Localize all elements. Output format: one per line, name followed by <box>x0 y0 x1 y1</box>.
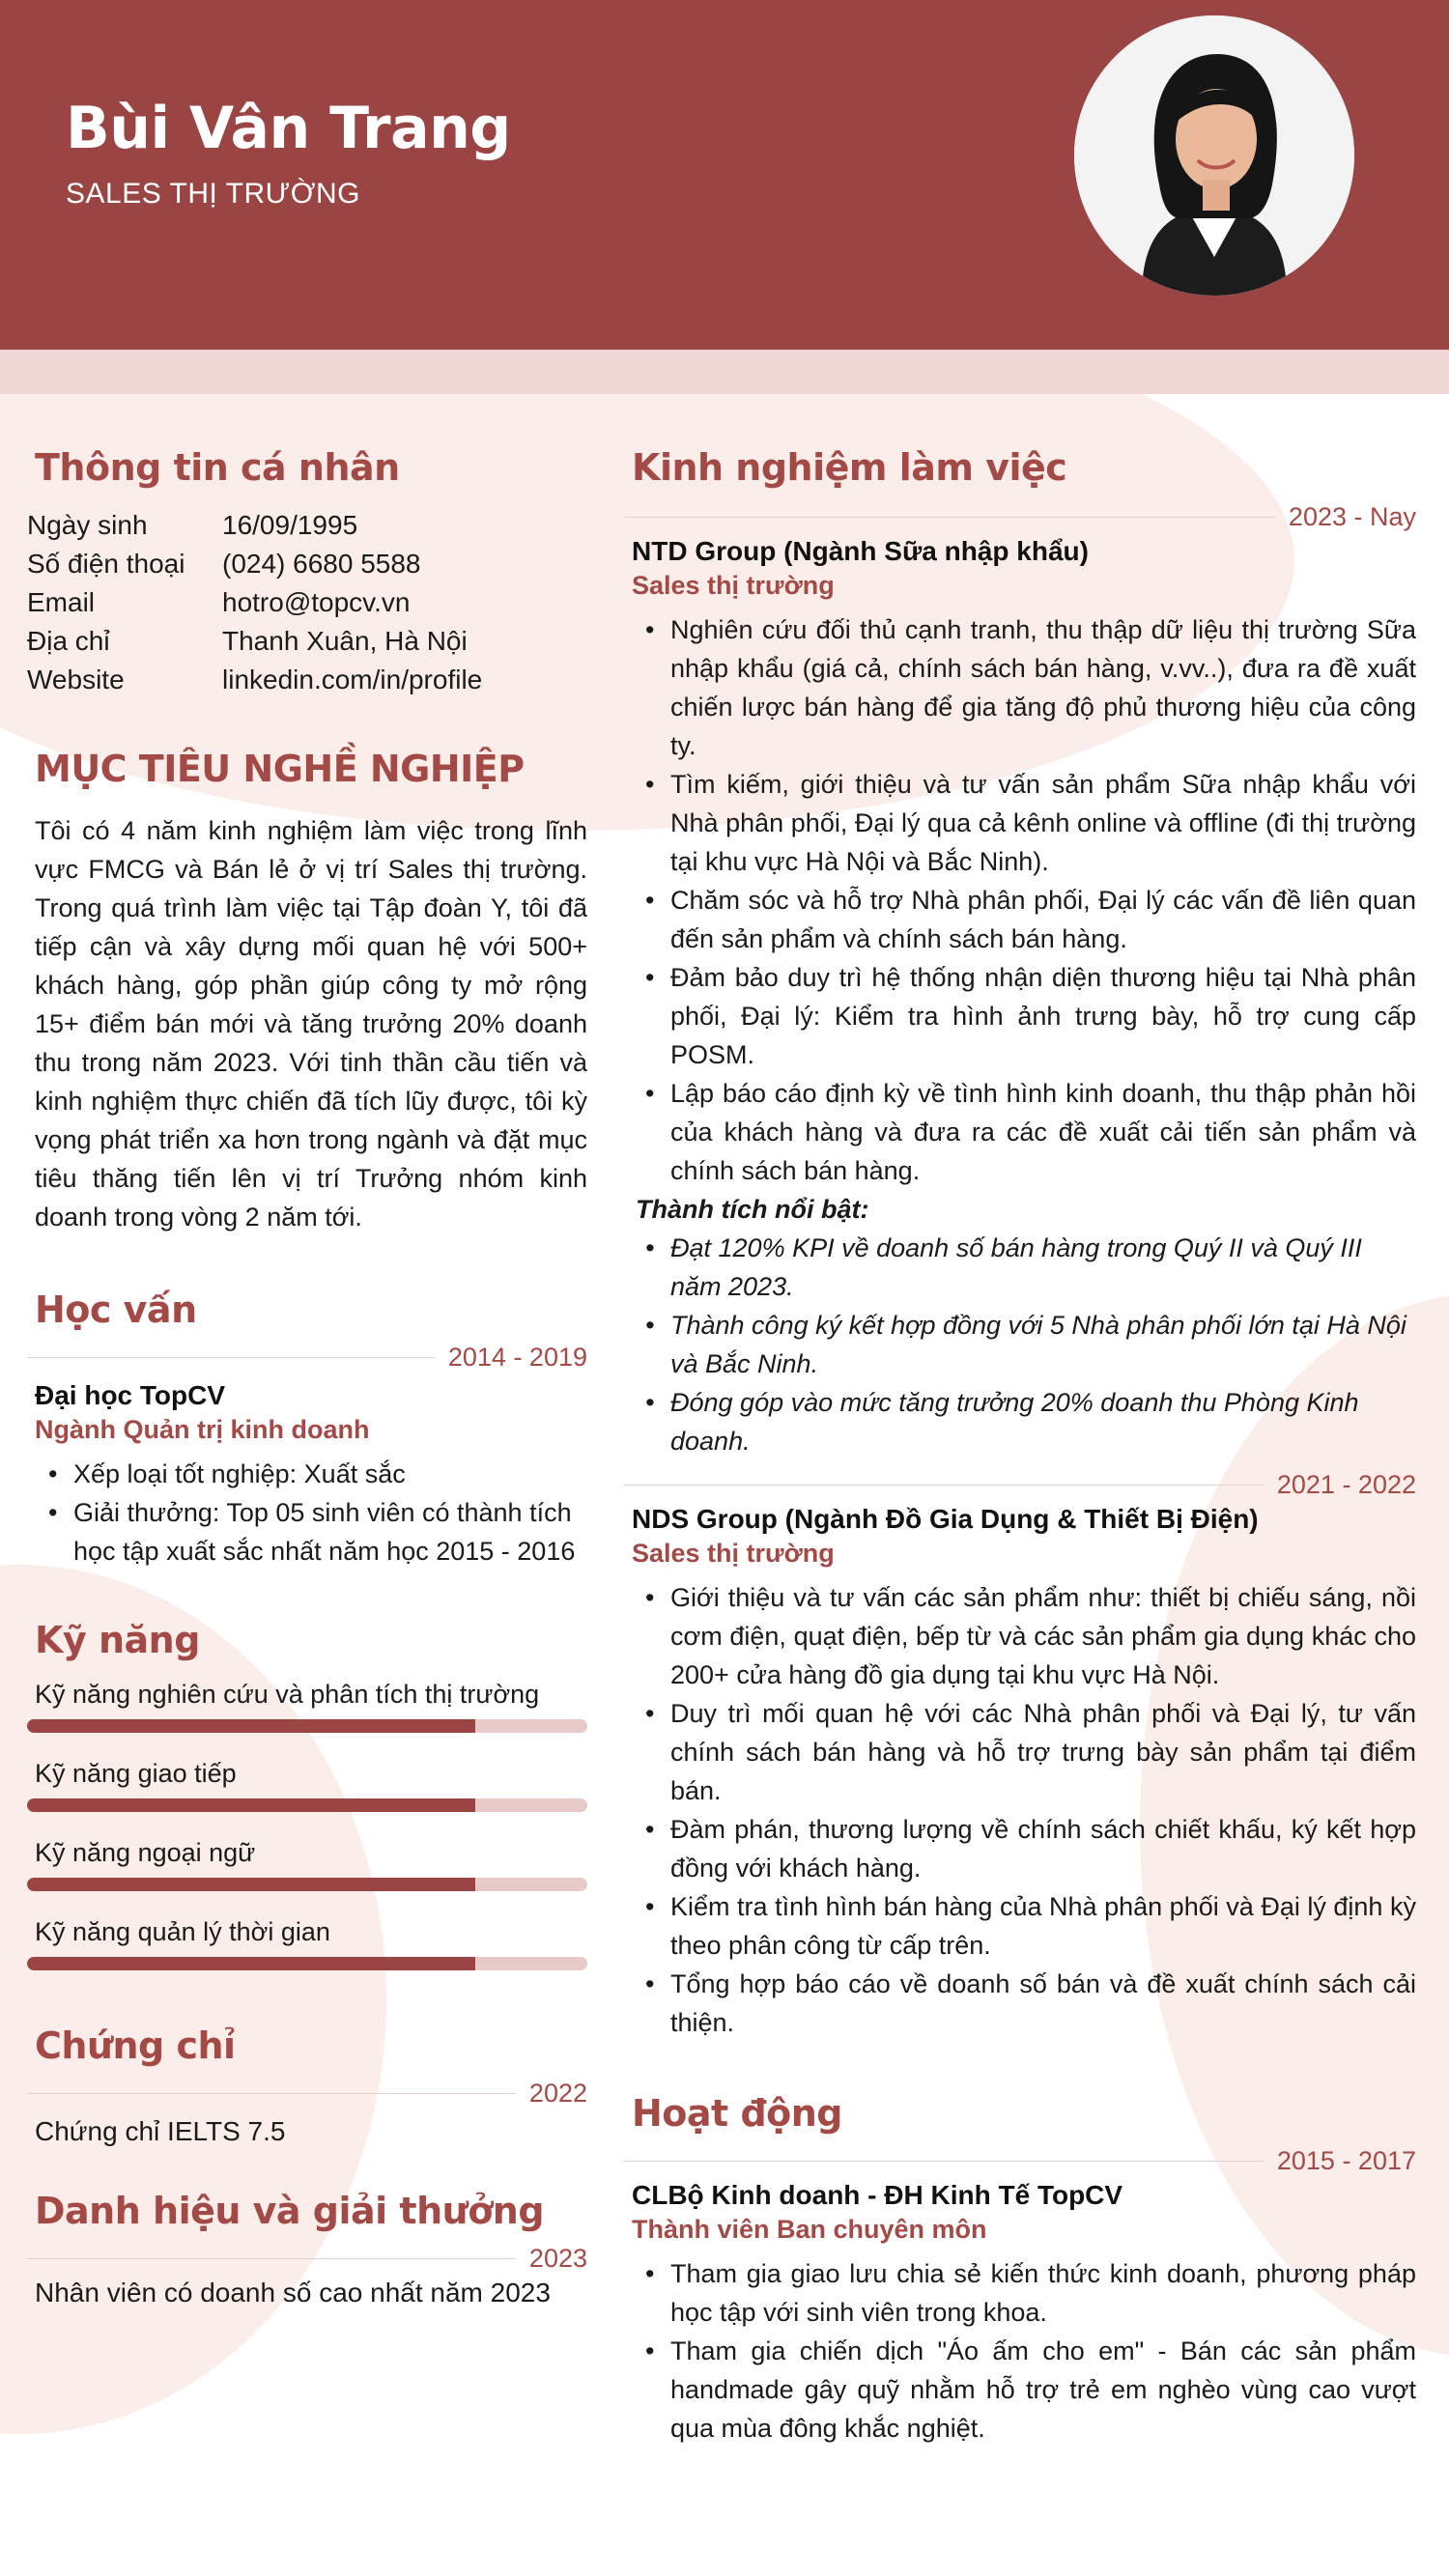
skill-label: Kỹ năng giao tiếp <box>35 1759 237 1788</box>
skill-bar-fill <box>27 1719 475 1733</box>
list-item: • Tham gia giao lưu chia sẻ kiến thức kinh doanh, phương pháp học tập với sinh viên trong khoa. <box>670 2254 1416 2332</box>
info-row-address <box>27 622 587 661</box>
skill-item <box>27 1675 587 1733</box>
certificate-date-line <box>27 2079 587 2109</box>
list-item: • Tổng hợp báo cáo về doanh số bán và đề xuất chính sách cải thiện. <box>670 1965 1416 2042</box>
certificate-date: 2022 <box>528 2079 587 2108</box>
objective-title: MỤC TIÊU NGHỀ NGHIỆP <box>35 748 525 790</box>
certificates-title: Chứng chỉ <box>35 2024 236 2067</box>
education-bullets <box>73 1455 587 1571</box>
certificate-name: Chứng chỉ IELTS 7.5 <box>35 2116 286 2146</box>
activities-title: Hoạt động <box>632 2092 843 2135</box>
divider <box>624 2161 1264 2162</box>
info-value: linkedin.com/in/profile <box>222 665 483 694</box>
divider <box>27 2093 516 2094</box>
list-item: • Thành công ký kết hợp đồng với 5 Nhà phân phối lớn tại Hà Nội và Bắc Ninh. <box>670 1306 1416 1383</box>
info-label: Website <box>27 665 125 694</box>
list-item: • Lập báo cáo định kỳ về tình hình kinh doanh, thu thập phản hồi của khách hàng và đưa ra các đề xuất cải tiến sản phẩm và chính sách bán hàng. <box>670 1074 1416 1190</box>
divider <box>624 517 1275 518</box>
divider <box>27 1357 435 1358</box>
objective-text: Tôi có 4 năm kinh nghiệm làm việc trong lĩnh vực FMCG và Bán lẻ ở vị trí Sales thị trường. Trong quá trình làm việc tại Tập đoàn Y, tôi đã tiếp cận và xây dựng mối quan hệ với 500+ khách hàng, góp phần giúp công ty mở rộng 15+ điểm bán mới và tăng trưởng 20% doanh thu trong năm 2023. Với tinh thần cầu tiến và kinh nghiệm thực chiến đã tích lũy được, tôi kỳ vọng phát triển xa hơn trong ngành và đặt mục tiêu thăng tiến lên vị trí Trưởng nhóm kinh doanh trong vòng 2 năm tới. <box>35 816 587 1231</box>
job-role: Sales thị trường <box>632 1539 835 1568</box>
info-value: Thanh Xuân, Hà Nội <box>222 626 468 656</box>
list-item: • Đàm phán, thương lượng về chính sách chiết khấu, ký kết hợp đồng với khách hàng. <box>670 1810 1416 1887</box>
personal-info-title: Thông tin cá nhân <box>35 446 400 489</box>
job-date-line <box>624 502 1416 532</box>
list-item: • Đóng góp vào mức tăng trưởng 20% doanh thu Phòng Kinh doanh. <box>670 1383 1416 1460</box>
info-row-website <box>27 661 587 699</box>
list-item: • Tìm kiếm, giới thiệu và tư vấn sản phẩm Sữa nhập khẩu với Nhà phân phối, Đại lý qua cả kênh online và offline (đi thị trường tại khu vực Hà Nội và Bắc Ninh). <box>670 765 1416 881</box>
list-item: • Đảm bảo duy trì hệ thống nhận diện thương hiệu tại Nhà phân phối, Đại lý: Kiểm tra hình ảnh trưng bày, hỗ trợ cung cấp POSM. <box>670 958 1416 1074</box>
highlights-title: Thành tích nổi bật: <box>636 1195 869 1224</box>
skill-bar-fill <box>27 1798 475 1812</box>
school-major: Ngành Quản trị kinh doanh <box>35 1415 370 1444</box>
job-bullets <box>670 1578 1416 2042</box>
school-name: Đại học TopCV <box>35 1380 226 1410</box>
personal-info-list <box>27 506 587 699</box>
list-item: • Duy trì mối quan hệ với các Nhà phân phối và Đại lý, tư vấn chính sách bán hàng và hỗ trợ trưng bày sản phẩm tại điểm bán. <box>670 1694 1416 1810</box>
skill-item <box>27 1833 587 1891</box>
skill-label: Kỹ năng quản lý thời gian <box>35 1917 330 1946</box>
list-item: • Đạt 120% KPI về doanh số bán hàng trong Quý II và Quý III năm 2023. <box>670 1229 1416 1306</box>
job-company: NTD Group (Ngành Sữa nhập khẩu) <box>632 536 1089 566</box>
skill-item <box>27 1912 587 1970</box>
list-item: • Tham gia chiến dịch "Áo ấm cho em" - Bán các sản phẩm handmade gây quỹ nhằm hỗ trợ trẻ em nghèo vùng cao vượt qua mùa đông khắc nghiệt. <box>670 2332 1416 2448</box>
info-row-dob <box>27 506 587 545</box>
job-date: 2021 - 2022 <box>1276 1470 1416 1499</box>
education-date: 2014 - 2019 <box>447 1343 587 1372</box>
skill-bar <box>27 1798 587 1812</box>
divider <box>624 1485 1264 1486</box>
right-column <box>624 446 1416 2448</box>
skill-item <box>27 1754 587 1812</box>
list-item: • Kiểm tra tình hình bán hàng của Nhà phân phối và Đại lý định kỳ theo phân công từ cấp trên. <box>670 1887 1416 1965</box>
skills-list <box>27 1675 587 1970</box>
left-column <box>27 446 587 2312</box>
activity-bullets <box>670 2254 1416 2448</box>
header-band <box>0 350 1449 394</box>
list-item: • Nghiên cứu đối thủ cạnh tranh, thu thập dữ liệu thị trường Sữa nhập khẩu (giá cả, chính sách bán hàng, v.vv..), đưa ra đề xuất chiến lược bán hàng để gia tăng độ phủ thương hiệu của công ty. <box>670 610 1416 765</box>
job-company: NDS Group (Ngành Đồ Gia Dụng & Thiết Bị Điện) <box>632 1504 1259 1534</box>
info-label: Email <box>27 587 96 617</box>
info-label: Ngày sinh <box>27 510 148 540</box>
award-date: 2023 <box>528 2244 587 2273</box>
list-item: • Giới thiệu và tư vấn các sản phẩm như: thiết bị chiếu sáng, nồi cơm điện, quạt điện, bếp từ và các sản phẩm gia dụng khác cho 200+ cửa hàng đồ gia dụng tại khu vực Hà Nội. <box>670 1578 1416 1694</box>
skills-title: Kỹ năng <box>35 1619 200 1661</box>
education-date-line <box>27 1343 587 1373</box>
info-row-phone <box>27 545 587 583</box>
info-label: Số điện thoại <box>27 549 185 579</box>
skill-label: Kỹ năng ngoại ngữ <box>35 1838 256 1867</box>
experience-title: Kinh nghiệm làm việc <box>632 446 1067 489</box>
avatar <box>1074 15 1354 296</box>
skill-bar-fill <box>27 1957 475 1970</box>
awards-title: Danh hiệu và giải thưởng <box>35 2190 545 2232</box>
job-role: Sales thị trường <box>632 571 835 600</box>
highlight-bullets <box>670 1229 1416 1460</box>
candidate-name: Bùi Vân Trang <box>66 95 511 162</box>
skill-bar <box>27 1957 587 1970</box>
activity-date-line <box>624 2146 1416 2176</box>
job-date-line <box>624 1470 1416 1500</box>
info-value: 16/09/1995 <box>222 510 358 540</box>
info-value: hotro@topcv.vn <box>222 587 411 617</box>
education-title: Học vấn <box>35 1288 197 1331</box>
info-value: (024) 6680 5588 <box>222 549 421 579</box>
activity-role: Thành viên Ban chuyên môn <box>632 2215 987 2244</box>
award-name: Nhân viên có doanh số cao nhất năm 2023 <box>35 2278 551 2307</box>
activity-org: CLBộ Kinh doanh - ĐH Kinh Tế TopCV <box>632 2180 1123 2210</box>
skill-label: Kỹ năng nghiên cứu và phân tích thị trường <box>35 1680 540 1709</box>
candidate-title: SALES THỊ TRƯỜNG <box>66 178 360 210</box>
avatar-photo-icon <box>1074 15 1354 296</box>
job-bullets <box>670 610 1416 1190</box>
skill-bar-fill <box>27 1878 475 1891</box>
list-item: • Chăm sóc và hỗ trợ Nhà phân phối, Đại lý các vấn đề liên quan đến sản phẩm và chính sách bán hàng. <box>670 881 1416 958</box>
info-label: Địa chỉ <box>27 626 110 656</box>
skill-bar <box>27 1719 587 1733</box>
job-date: 2023 - Nay <box>1288 502 1416 531</box>
activity-date: 2015 - 2017 <box>1276 2146 1416 2175</box>
info-row-email <box>27 583 587 622</box>
list-item: • Xếp loại tốt nghiệp: Xuất sắc <box>73 1455 587 1493</box>
award-date-line <box>27 2244 587 2274</box>
list-item: • Giải thưởng: Top 05 sinh viên có thành tích học tập xuất sắc nhất năm học 2015 - 2016 <box>73 1493 587 1571</box>
skill-bar <box>27 1878 587 1891</box>
divider <box>27 2258 516 2259</box>
